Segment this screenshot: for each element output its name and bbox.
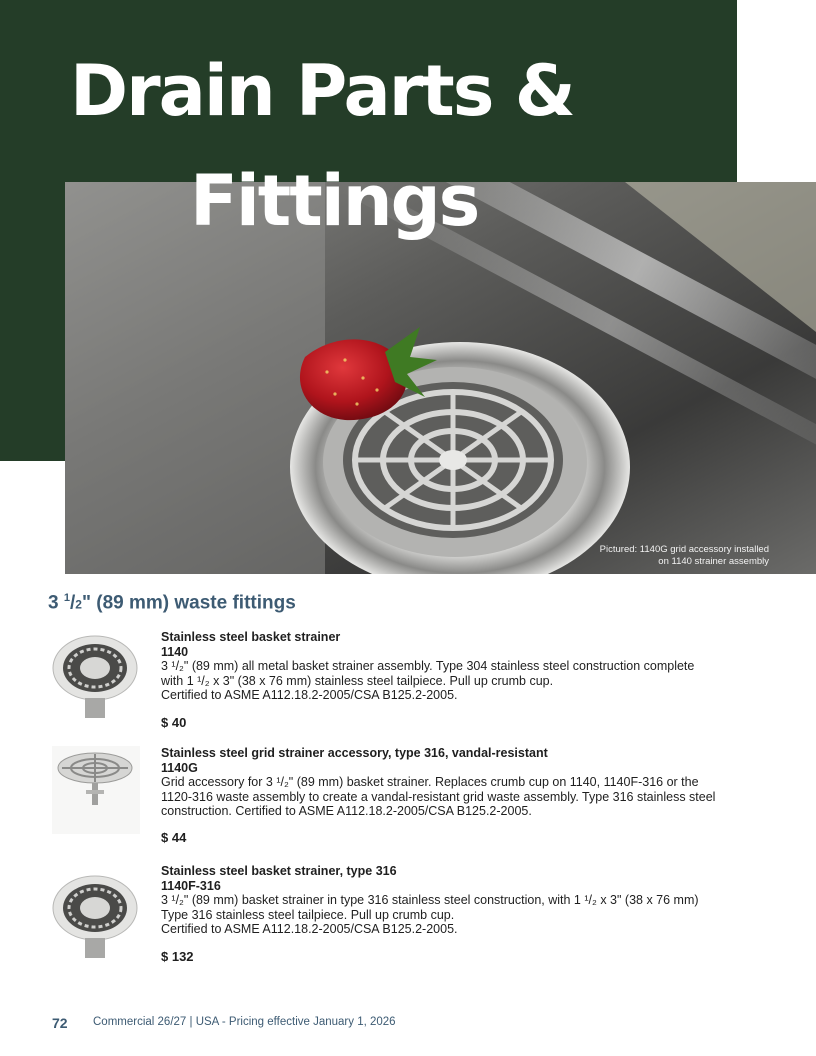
heading-fraction-den: 2 xyxy=(75,597,82,612)
product-price: $ 44 xyxy=(161,830,187,845)
basket-strainer-image xyxy=(50,632,140,722)
heading-size-whole: 3 xyxy=(48,592,64,614)
product-info xyxy=(161,746,761,819)
product-sku: 1140F-316 xyxy=(161,878,221,893)
product-name: Stainless steel basket strainer xyxy=(161,630,341,644)
photo-caption xyxy=(539,544,769,568)
product-desc-line: Certified to ASME A112.18.2-2005/CSA B125.2-2005. xyxy=(161,688,458,702)
product-desc-line: 3 ¹/₂" (89 mm) basket strainer in type 316 stainless steel construction, with 1 ¹/₂ x 3" (38 x 76 mm) xyxy=(161,893,699,907)
product-desc-line: Grid accessory for 3 ¹/₂" (89 mm) basket strainer. Replaces crumb cup on 1140, 1140F-316 or the xyxy=(161,775,699,789)
product-sku: 1140 xyxy=(161,644,189,659)
page-title-line1: Drain Parts & xyxy=(70,50,574,132)
product-desc-line: with 1 ¹/₂ x 3" (38 x 76 mm) stainless steel tailpiece. Pull up crumb cup. xyxy=(161,673,554,688)
heading-rest: " (89 mm) waste fittings xyxy=(81,592,296,614)
product-desc-line: Certified to ASME A112.18.2-2005/CSA B125.2-2005. xyxy=(161,922,458,936)
caption-line2: on 1140 strainer assembly xyxy=(658,556,769,567)
product-price: $ 40 xyxy=(161,715,187,730)
page-number: 72 xyxy=(52,1015,68,1031)
product-info xyxy=(161,864,761,937)
caption-line1: Pictured: 1140G grid accessory installed xyxy=(599,544,769,555)
product-desc-line: 1120-316 waste assembly to create a vandal-resistant grid waste assembly. Type 316 stainless steel xyxy=(161,789,716,804)
product-name: Stainless steel grid strainer accessory, type 316, vandal-resistant xyxy=(161,746,548,760)
section-heading: 3 $^1$/2" (89 mm) waste fittings xyxy=(48,592,296,614)
heading-fraction-num: 1 xyxy=(63,592,70,604)
product-name: Stainless steel basket strainer, type 316 xyxy=(161,864,397,878)
page-title-line2: Fittings xyxy=(190,160,479,242)
product-price: $ 132 xyxy=(161,949,194,964)
footer-text: Commercial 26/27 | USA - Pricing effective January 1, 2026 xyxy=(93,1016,396,1028)
product-info xyxy=(161,630,761,703)
product-desc-line: Type 316 stainless steel tailpiece. Pull up crumb cup. xyxy=(161,907,455,922)
product-sku: 1140G xyxy=(161,760,198,775)
product-desc-line: 3 ¹/₂" (89 mm) all metal basket strainer assembly. Type 304 stainless steel construction complete xyxy=(161,659,695,673)
grid-strainer-image xyxy=(52,746,140,834)
basket-strainer-316-image xyxy=(50,872,140,962)
product-desc-line: construction. Certified to ASME A112.18.2-2005/CSA B125.2-2005. xyxy=(161,804,532,818)
